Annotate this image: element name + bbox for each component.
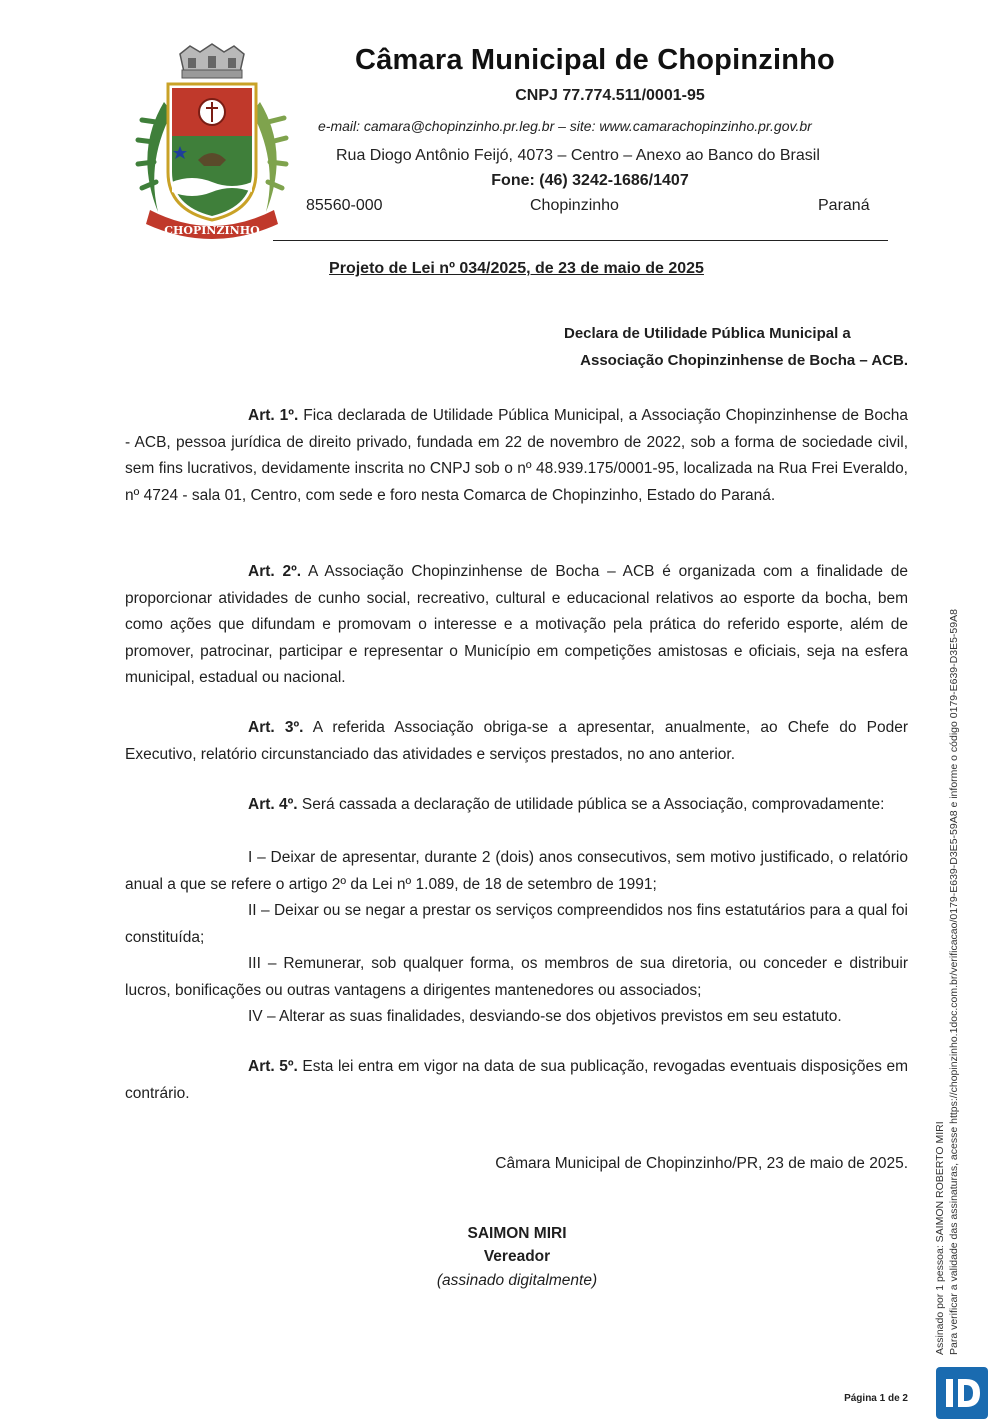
article-1-label: Art. 1º. xyxy=(248,407,299,424)
article-4-inciso-2: II – Deixar ou se negar a prestar os serviços compreendidos nos fins estatutários para a qual foi constituída; xyxy=(125,902,908,946)
institution-cep: 85560-000 xyxy=(306,197,383,214)
place-and-date: Câmara Municipal de Chopinzinho/PR, 23 de maio de 2025. xyxy=(495,1155,908,1172)
bill-summary-line-1: Declara de Utilidade Pública Municipal a xyxy=(564,325,851,342)
article-4-text: Será cassada a declaração de utilidade pública se a Associação, comprovadamente: xyxy=(301,796,885,813)
institution-email-site: e-mail: camara@chopinzinho.pr.leg.br – site: www.camarachopinzinho.pr.gov.br xyxy=(318,118,812,134)
signature-verification-note xyxy=(933,415,961,1355)
institution-city: Chopinzinho xyxy=(530,197,619,214)
article-2-label: Art. 2º. xyxy=(248,563,302,580)
signer-role: Vereador xyxy=(483,1248,551,1265)
article-3 xyxy=(125,715,908,768)
institution-state: Paraná xyxy=(818,197,870,214)
verification-url-text: Para verificar a validade das assinaturas, acesse https://chopinzinho.1doc.com.br/verificacao/0179-E639-D3E5-59A8 e informe o código 0179-E639-D3E5-59A8 xyxy=(948,609,960,1355)
institution-address: Rua Diogo Antônio Feijó, 4073 – Centro – Anexo ao Banco do Brasil xyxy=(336,147,820,164)
institution-phone: Fone: (46) 3242-1686/1407 xyxy=(491,172,689,189)
article-5 xyxy=(125,1054,908,1107)
signer-name: SAIMON MIRI xyxy=(467,1225,567,1242)
1doc-stamp-icon xyxy=(936,1367,988,1419)
article-2 xyxy=(125,559,908,692)
article-1 xyxy=(125,403,908,509)
article-2-text: A Associação Chopinzinhense de Bocha – ACB é organizada com a finalidade de proporcionar atividades de cunho social, recreativo, cultural e educacional relativos ao esporte da bocha, bem como ações que difundam e promovam o interesse e a motivação pela prática do referido esporte, além de promover, patrocinar, participar e representar o Município em competições amistosas e oficiais, seja na esfera municipal, estadual ou nacional. xyxy=(125,563,908,687)
header-divider xyxy=(273,240,888,241)
verification-signed-by: Assinado por 1 pessoa: SAIMON ROBERTO MIRI xyxy=(934,1121,946,1355)
crest-ribbon-text: CHOPINZINHO xyxy=(164,224,260,237)
institution-title: Câmara Municipal de Chopinzinho xyxy=(355,44,835,76)
signature-note: (assinado digitalmente) xyxy=(436,1272,598,1289)
article-5-text: Esta lei entra em vigor na data de sua publicação, revogadas eventuais disposições em contrário. xyxy=(125,1058,908,1102)
institution-cnpj: CNPJ 77.774.511/0001-95 xyxy=(515,87,705,104)
article-3-text: A referida Associação obriga-se a apresentar, anualmente, ao Chefe do Poder Executivo, relatório circunstanciado das atividades e serviços prestados, no ano anterior. xyxy=(125,719,908,763)
bill-title: Projeto de Lei nº 034/2025, de 23 de maio de 2025 xyxy=(329,260,704,277)
municipal-crest-logo xyxy=(128,42,296,242)
article-5-label: Art. 5º. xyxy=(248,1058,298,1075)
article-4-inciso-4: IV – Alterar as suas finalidades, desviando-se dos objetivos previstos em seu estatuto. xyxy=(248,1008,842,1025)
article-4-inciso-3: III – Remunerar, sob qualquer forma, os membros de sua diretoria, ou conceder e distribuir lucros, bonificações ou outras vantagens a dirigentes mantenedores ou associados; xyxy=(125,955,908,999)
bill-summary-line-2: Associação Chopinzinhense de Bocha – ACB. xyxy=(580,352,908,369)
bill-summary xyxy=(548,320,908,374)
article-4-label: Art. 4º. xyxy=(248,796,298,813)
article-1-text: Fica declarada de Utilidade Pública Municipal, a Associação Chopinzinhense de Bocha - ACB, pessoa jurídica de direito privado, fundada em 22 de novembro de 2022, sob a forma de sociedade civil, sem fins lucrativos, devidamente inscrita no CNPJ sob o nº 48.939.175/0001-95, localizada na Rua Frei Everaldo, nº 4724 - sala 01, Centro, com sede e foro nesta Comarca de Chopinzinho, Estado do Paraná. xyxy=(125,407,908,504)
article-3-label: Art. 3º. xyxy=(248,719,304,736)
article-4-inciso-1: I – Deixar de apresentar, durante 2 (dois) anos consecutivos, sem motivo justificado, o relatório anual a que se refere o artigo 2º da Lei nº 1.089, de 18 de setembro de 1991; xyxy=(125,849,908,893)
article-4 xyxy=(125,792,908,819)
page-number: Página 1 de 2 xyxy=(844,1393,908,1404)
